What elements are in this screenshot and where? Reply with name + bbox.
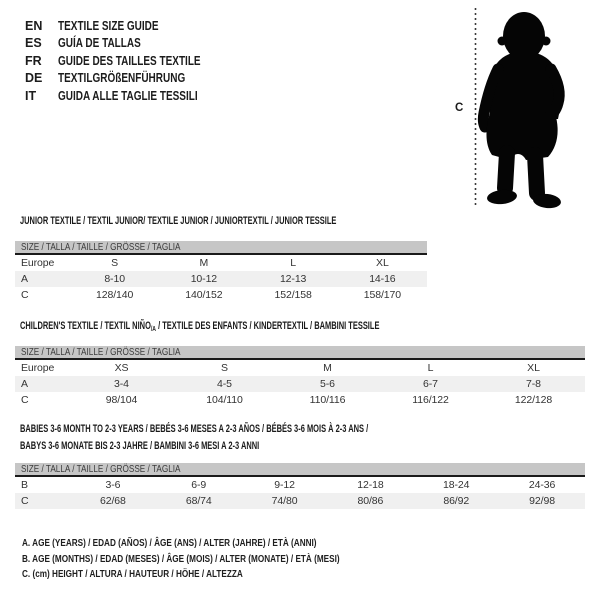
language-label: GUIDE DES TAILLES TEXTILE [58, 53, 201, 68]
size-cell: M [323, 362, 332, 374]
value-cell: 116/122 [412, 394, 449, 406]
language-row-it [25, 87, 236, 105]
value-cell: 158/170 [363, 289, 401, 301]
value-cell: 128/140 [95, 289, 134, 301]
row-label: A [21, 378, 28, 390]
table-row-europe [15, 360, 585, 376]
language-code: FR [25, 53, 42, 68]
size-cell: XL [376, 257, 389, 269]
language-row-fr [25, 52, 236, 70]
value-cell: 92/98 [529, 495, 555, 507]
height-figure [450, 3, 585, 215]
value-cell: 74/80 [271, 495, 298, 507]
children-size-table [15, 346, 585, 408]
baby-silhouette-shape [483, 12, 561, 209]
row-label: C [21, 394, 29, 406]
value-cell: 12-13 [279, 273, 307, 285]
value-cell: 4-5 [217, 378, 232, 390]
language-label: TEXTILGRÖßENFÜHRUNG [58, 71, 186, 86]
value-cell: 62/68 [100, 495, 126, 507]
value-cell: 86/92 [443, 495, 470, 507]
value-cell: 140/152 [185, 289, 223, 301]
section-title: JUNIOR TEXTILE / TEXTIL JUNIOR/ TEXTILE JUNIOR / JUNIORTEXTIL / JUNIOR TESSILE [20, 215, 337, 227]
table-row-age [15, 376, 585, 392]
section-title-line2: BABYS 3-6 MONATE BIS 2-3 JAHRE / BAMBINI 3-6 MESI A 2-3 ANNI [20, 440, 260, 452]
value-cell: 3-6 [105, 479, 121, 491]
title-subscript: /A [150, 324, 156, 333]
babies-size-table [15, 463, 585, 509]
baby-silhouette-icon [450, 3, 585, 215]
height-c-label: C [455, 102, 464, 114]
language-code: EN [25, 18, 43, 33]
language-label: TEXTILE SIZE GUIDE [58, 18, 159, 33]
value-cell: 122/128 [514, 394, 553, 406]
size-cell: L [427, 362, 434, 374]
row-label: C [21, 289, 29, 301]
table-row-age [15, 271, 427, 287]
size-cell: XL [527, 362, 540, 374]
language-code: ES [25, 36, 42, 51]
row-label: B [21, 479, 28, 491]
value-cell: 6-9 [191, 479, 207, 491]
section-title: CHILDREN'S TEXTILE / TEXTIL NIÑO/A / TEXTILE DES ENFANTS / KINDERTEXTIL / BAMBINI TESSILE [20, 320, 380, 333]
value-cell: 3-4 [114, 378, 129, 390]
measurement-legend [22, 536, 429, 583]
legend-line-c: C. (cm) HEIGHT / ALTURA / HAUTEUR / HÖHE / ALTEZZA [22, 568, 243, 580]
value-cell: 80/86 [357, 495, 384, 507]
value-cell: 110/116 [309, 394, 346, 406]
language-code: DE [25, 71, 43, 86]
row-label: A [21, 273, 28, 285]
value-cell: 9-12 [274, 479, 295, 491]
row-label: Europe [21, 362, 55, 374]
table-row-europe [15, 255, 427, 271]
language-label: GUÍA DE TALLAS [58, 36, 141, 51]
section-babies-textile [15, 423, 585, 509]
size-cell: S [221, 362, 228, 374]
legend-line-b: B. AGE (MONTHS) / EDAD (MESES) / ÂGE (MOIS) / ALTER (MONATE) / ETÀ (MESI) [22, 552, 340, 565]
value-cell: 12-18 [357, 479, 384, 491]
language-title-list [25, 17, 236, 105]
table-row-age-months [15, 477, 585, 493]
section-childrens-textile [15, 320, 585, 408]
value-cell: 5-6 [320, 378, 335, 390]
value-cell: 10-12 [190, 273, 218, 285]
row-label: Europe [21, 257, 55, 269]
size-header-row: SIZE / TALLA / TAILLE / GRÖSSE / TAGLIA [15, 463, 585, 477]
value-cell: 68/74 [185, 495, 212, 507]
value-cell: 7-8 [526, 378, 541, 390]
section-title-line1: BABIES 3-6 MONTH TO 2-3 YEARS / BEBÉS 3-6 MESES A 2-3 AÑOS / BÉBÉS 3-6 MOIS À 2-3 ANS / [20, 423, 369, 435]
table-row-height [15, 493, 585, 509]
language-row-es [25, 35, 236, 53]
value-cell: 98/104 [105, 394, 138, 406]
value-cell: 18-24 [443, 479, 470, 491]
table-row-height [15, 392, 585, 408]
size-header-row: SIZE / TALLA / TAILLE / GRÖSSE / TAGLIA [15, 346, 585, 360]
value-cell: 6-7 [423, 378, 438, 390]
size-cell: M [199, 257, 209, 269]
junior-size-table [15, 241, 427, 303]
size-cell: XS [114, 362, 129, 374]
value-cell: 24-36 [528, 479, 556, 491]
table-row-height [15, 287, 427, 303]
language-row-de [25, 70, 236, 88]
size-cell: L [290, 257, 296, 269]
size-cell: S [111, 257, 119, 269]
value-cell: 8-10 [104, 273, 125, 285]
language-code: IT [25, 88, 37, 103]
value-cell: 104/110 [206, 394, 243, 406]
legend-line-a: A. AGE (YEARS) / EDAD (AÑOS) / ÂGE (ANS) / ALTER (JAHRE) / ETÀ (ANNI) [22, 537, 317, 549]
language-label: GUIDA ALLE TAGLIE TESSILI [58, 88, 198, 103]
size-header-row: SIZE / TALLA / TAILLE / GRÖSSE / TAGLIA [15, 241, 427, 255]
language-row-en [25, 17, 236, 35]
value-cell: 152/158 [274, 289, 312, 301]
value-cell: 14-16 [369, 273, 396, 285]
row-label: C [21, 495, 29, 507]
section-junior-textile [15, 215, 485, 303]
